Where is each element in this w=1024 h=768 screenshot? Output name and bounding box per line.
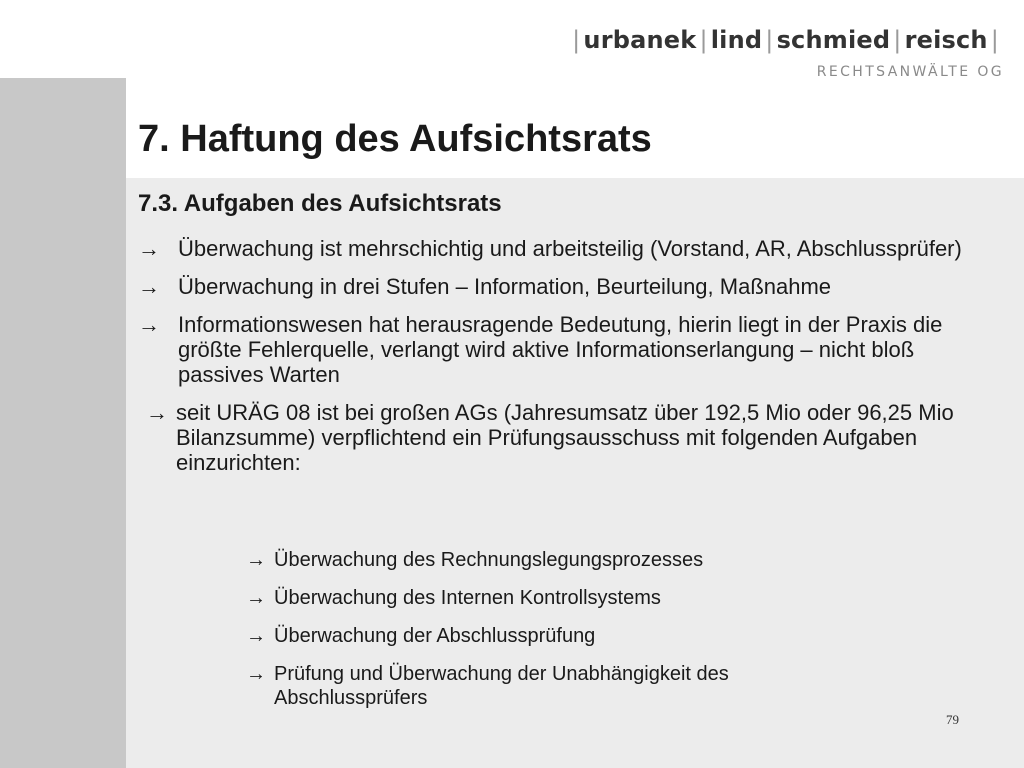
sub-bullet-item: [246, 586, 846, 610]
sub-bullet-text: Überwachung des Internen Kontrollsystems: [274, 587, 661, 609]
logo-name-2: lind: [710, 26, 763, 54]
section-subtitle: 7.3. Aufgaben des Aufsichtsrats: [138, 190, 502, 217]
bullet-text: Informationswesen hat herausragende Bedeutung, hierin liegt in der Praxis die größte Fehlerquelle, verlangt wird aktive Informationserlangung – nicht bloß passives Warten: [178, 312, 943, 387]
sub-bullet-item: [246, 662, 846, 710]
bullet-list: [138, 236, 978, 488]
logo-subtitle: RECHTSANWÄLTE OG: [816, 64, 1004, 80]
bullet-text: seit URÄG 08 ist bei großen AGs (Jahresumsatz über 192,5 Mio oder 96,25 Mio Bilanzsumme) verpflichtend ein Prüfungsausschuss mit folgenden Aufgaben einzurichten:: [176, 400, 954, 475]
arrow-icon: →: [146, 400, 168, 425]
arrow-icon: →: [246, 625, 266, 647]
page-number: 79: [946, 712, 959, 727]
logo-name-3: schmied: [776, 26, 891, 54]
sub-bullet-text: Überwachung des Rechnungslegungsprozesses: [274, 549, 704, 571]
bullet-text: Überwachung ist mehrschichtig und arbeitsteilig (Vorstand, AR, Abschlussprüfer): [178, 236, 962, 261]
left-side-bar: [0, 78, 126, 768]
slide-title: 7. Haftung des Aufsichtsrats: [138, 118, 652, 160]
bullet-item: [146, 400, 978, 475]
logo-name-4: reisch: [904, 26, 988, 54]
arrow-icon: →: [138, 312, 160, 337]
sub-bullet-item: [246, 624, 846, 648]
arrow-icon: →: [246, 587, 266, 609]
sub-bullet-text: Überwachung der Abschlussprüfung: [274, 625, 596, 647]
arrow-icon: →: [246, 549, 266, 571]
sub-bullet-text: Prüfung und Überwachung der Unabhängigkeit des Abschlussprüfers: [274, 663, 729, 709]
logo-name-1: urbanek: [583, 26, 697, 54]
bullet-text: Überwachung in drei Stufen – Information, Beurteilung, Maßnahme: [178, 274, 832, 299]
firm-logo: | urbanek | lind | schmied | reisch |: [572, 26, 999, 54]
arrow-icon: →: [138, 274, 160, 299]
arrow-icon: →: [246, 663, 266, 685]
bullet-item: [138, 236, 978, 261]
sub-bullet-list: [246, 548, 846, 724]
bullet-item: [138, 274, 978, 299]
bullet-item: [138, 312, 978, 387]
sub-bullet-item: [246, 548, 846, 572]
arrow-icon: →: [138, 236, 160, 261]
